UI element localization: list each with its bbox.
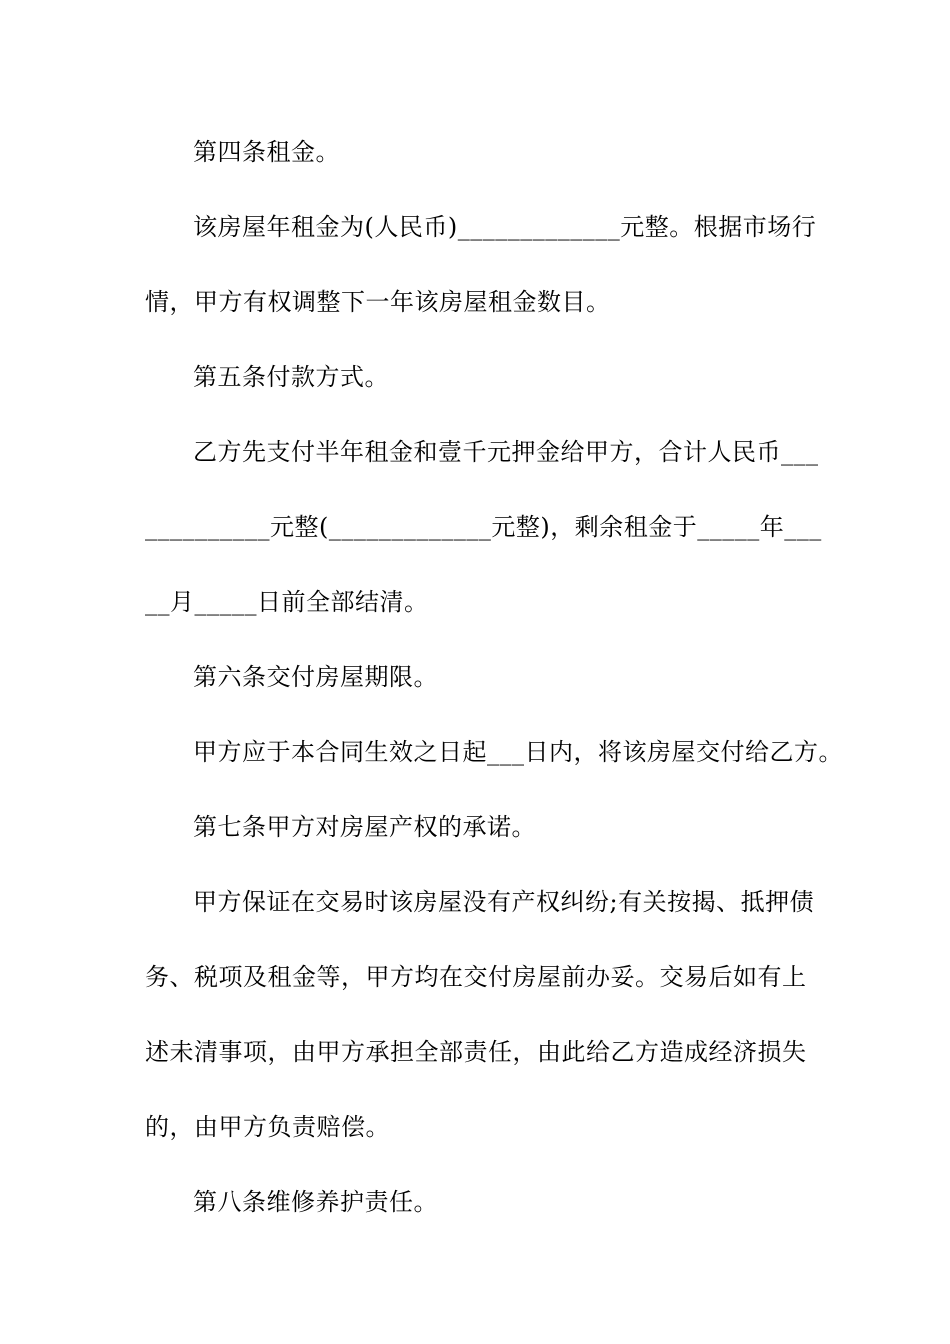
- rent-amount-line: 该房屋年租金为(人民币)_____________元整。根据市场行: [193, 213, 817, 241]
- article-8-heading: 第八条维修养护责任。: [193, 1188, 438, 1216]
- ownership-line-3: 述未清事项，由甲方承担全部责任，由此给乙方造成经济损失: [145, 1038, 807, 1066]
- payment-line-3: __月_____日前全部结清。: [145, 588, 429, 616]
- payment-line-2: __________元整(_____________元整)，剩余租金于_____年___: [145, 513, 822, 541]
- rent-adjust-line: 情，甲方有权调整下一年该房屋租金数目。: [145, 288, 611, 316]
- article-5-heading: 第五条付款方式。: [193, 363, 389, 391]
- delivery-line: 甲方应于本合同生效之日起___日内，将该房屋交付给乙方。: [193, 738, 843, 766]
- article-4-heading: 第四条租金。: [193, 138, 340, 166]
- payment-line-1: 乙方先支付半年租金和壹千元押金给甲方，合计人民币___: [193, 438, 819, 466]
- ownership-line-2: 务、税项及租金等，甲方均在交付房屋前办妥。交易后如有上: [145, 963, 807, 991]
- article-7-heading: 第七条甲方对房屋产权的承诺。: [193, 813, 536, 841]
- ownership-line-4: 的，由甲方负责赔偿。: [145, 1113, 390, 1141]
- article-6-heading: 第六条交付房屋期限。: [193, 663, 438, 691]
- ownership-line-1: 甲方保证在交易时该房屋没有产权纠纷;有关按揭、抵押债: [193, 888, 815, 916]
